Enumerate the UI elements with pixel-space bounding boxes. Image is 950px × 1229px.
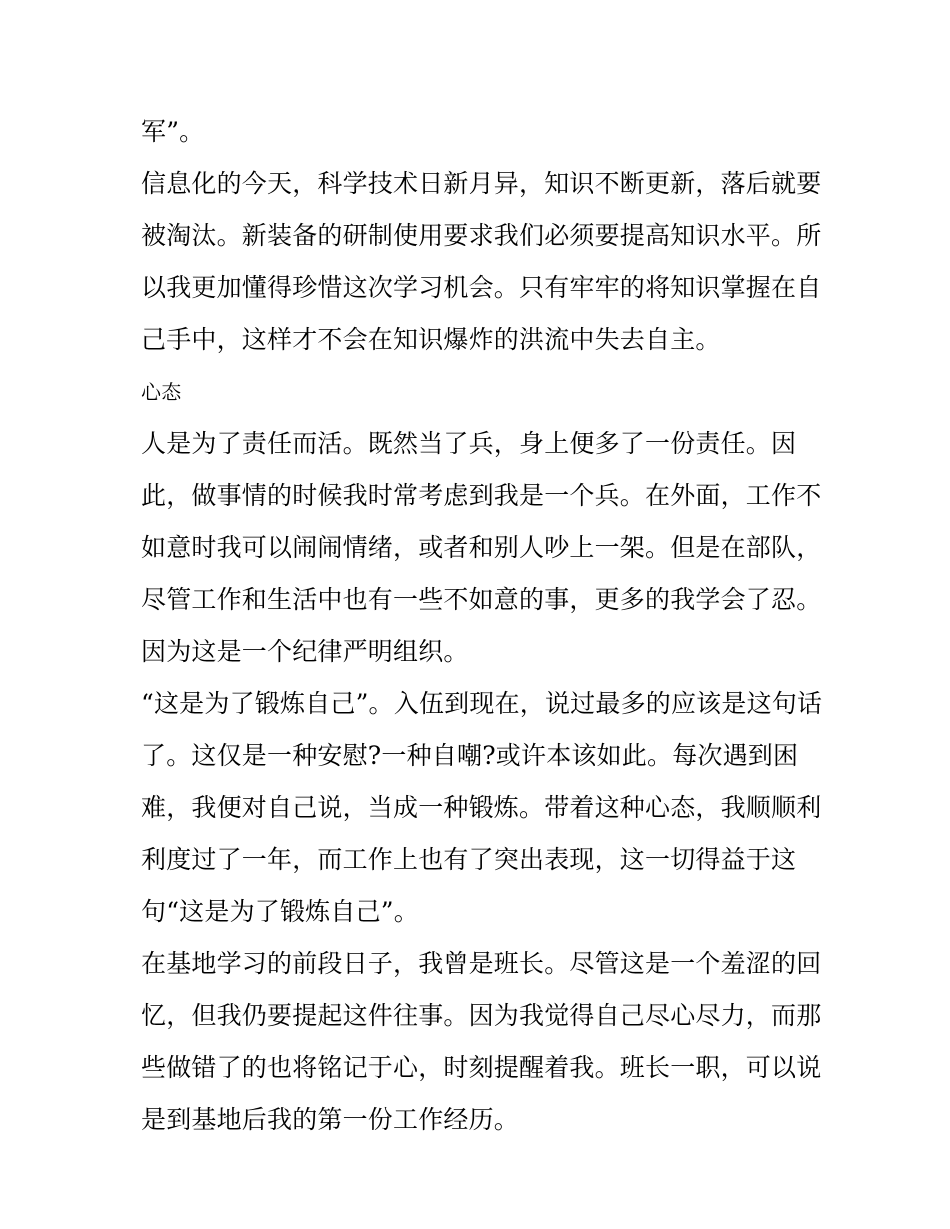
text-line: 在基地学习的前段日子，我曾是班长。尽管这是一个羞涩的回 — [141, 949, 822, 978]
text-line: 句“这是为了锻炼自己”。 — [141, 897, 419, 926]
text-line: 忆，但我仍要提起这件往事。因为我觉得自己尽心尽力，而那 — [141, 1001, 822, 1030]
text-line: 是到基地后我的第一份工作经历。 — [141, 1105, 520, 1134]
text-line: “这是为了锻炼自己”。入伍到现在，说过最多的应该是这句话 — [141, 689, 823, 718]
text-line: 利度过了一年，而工作上也有了突出表现，这一切得益于这 — [141, 845, 797, 874]
text-line: 信息化的今天，科学技术日新月异，知识不断更新，落后就要 — [141, 169, 822, 198]
section-heading: 心态 — [141, 380, 182, 404]
text-line: 己手中，这样才不会在知识爆炸的洪流中失去自主。 — [141, 325, 721, 354]
text-line: 难，我便对自己说，当成一种锻炼。带着这种心态，我顺顺利 — [141, 793, 822, 822]
text-line: 被淘汰。新装备的研制使用要求我们必须要提高知识水平。所 — [141, 221, 822, 250]
text-line: 人是为了责任而活。既然当了兵，身上便多了一份责任。因 — [141, 429, 797, 458]
text-line: 些做错了的也将铭记于心，时刻提醒着我。班长一职，可以说 — [141, 1053, 822, 1082]
document-body — [141, 106, 823, 1146]
text-line: 如意时我可以闹闹情绪，或者和别人吵上一架。但是在部队， — [141, 533, 822, 562]
text-line: 以我更加懂得珍惜这次学习机会。只有牢牢的将知识掌握在自 — [141, 273, 822, 302]
text-line: 因为这是一个纪律严明组织。 — [141, 637, 469, 666]
text-line: 尽管工作和生活中也有一些不如意的事，更多的我学会了忍。 — [141, 585, 822, 614]
text-line: 了。这仅是一种安慰?一种自嘲?或许本该如此。每次遇到困 — [141, 741, 799, 770]
text-line: 军”。 — [141, 117, 205, 146]
text-line: 此，做事情的时候我时常考虑到我是一个兵。在外面，工作不 — [141, 481, 822, 510]
